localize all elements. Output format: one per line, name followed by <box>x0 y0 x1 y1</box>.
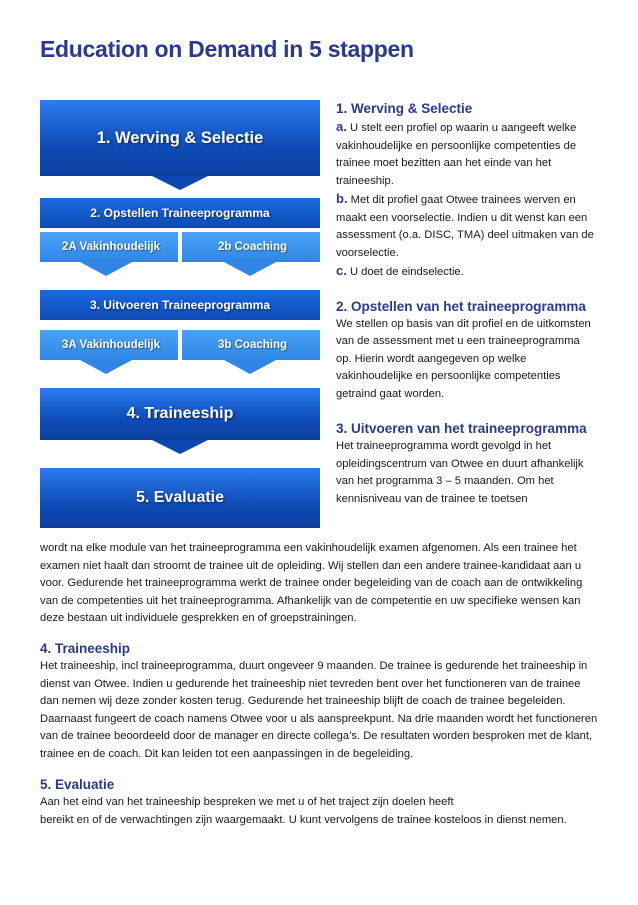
step-3-block <box>40 290 320 320</box>
page-title: Education on Demand in 5 stappen <box>40 36 414 62</box>
step-2b-label: 2b Coaching <box>218 241 288 253</box>
step-2-label: 2. Opstellen Traineeprogramma <box>90 206 270 220</box>
arrow-4-icon <box>152 440 208 454</box>
section-5-heading: 5. Evaluatie <box>40 777 115 792</box>
step-3b-label: 3b Coaching <box>218 339 288 351</box>
process-diagram <box>40 100 320 530</box>
arrow-3b-icon <box>224 360 276 374</box>
step-2a-block <box>40 232 178 262</box>
section-5 <box>40 776 600 829</box>
section-2-heading: 2. Opstellen van het traineeprogramma <box>336 298 586 314</box>
step-2-subrow <box>40 232 320 262</box>
item-a-text: U stelt een profiel op waarin u aangeeft welke vakinhoudelijke en persoonlijke competenties de trainee moet bezitten aan het einde van het traineeship. <box>336 122 577 187</box>
step-3a-block <box>40 330 178 360</box>
step-4-label: 4. Traineeship <box>126 405 234 422</box>
right-column <box>336 100 598 508</box>
section-1-item-b <box>336 190 598 262</box>
step-3-subrow <box>40 330 320 360</box>
arrow-3a-icon <box>80 360 132 374</box>
section-1-heading: 1. Werving & Selectie <box>336 101 473 116</box>
section-3-text: Het traineeprogramma wordt gevolgd in het opleidingscentrum van Otwee en duurt afhankelijk van het programma 3 – 5 maanden. Om het kennisniveau van de trainee te toetsen <box>336 440 584 505</box>
item-a-letter: a. <box>336 119 347 134</box>
step-3a-label: 3A Vakinhoudelijk <box>62 339 160 351</box>
section-3-continued: wordt na elke module van het traineeprogramma een vakinhoudelijk examen afgenomen. Als een trainee het examen niet haalt dan stroomt de trainee uit de opleiding. Wij stellen dan een andere trainee-kandidaat aan u voor. Gedurende het traineeprogramma werkt de trainee onder begeleiding van de coach aan de ontwikkeling van de competenties uit het traineeprogramma. Afhankelijk van de competentie en uw specifieke wensen kan deze bestaan uit individuele gesprekken en of groepstrainingen. <box>40 542 583 625</box>
step-5-block <box>40 468 320 528</box>
step-3-label: 3. Uitvoeren Traineeprogramma <box>89 298 271 312</box>
step-2-block <box>40 198 320 228</box>
step-2b-block <box>182 232 320 262</box>
section-4 <box>40 640 600 764</box>
arrow-2a-icon <box>80 262 132 276</box>
step-4-block <box>40 388 320 440</box>
section-4-heading: 4. Traineeship <box>40 641 131 656</box>
step-1-label: 1. Werving & Selectie <box>96 128 264 147</box>
section-1-item-c <box>336 262 598 282</box>
arrow-1-icon <box>152 176 208 190</box>
section-5-line-2: bereikt en of de verwachtingen zijn waargemaakt. U kunt vervolgens de trainee kosteloos in dienst nemen. <box>40 813 567 826</box>
step-2a-label: 2A Vakinhoudelijk <box>62 241 160 253</box>
item-b-text: Met dit profiel gaat Otwee trainees werven en maakt een voorselectie. Indien u dit wenst kan een assessment (o.a. DISC, TMA) deel uitmaken van de voorselectie. <box>336 194 594 259</box>
item-c-letter: c. <box>336 263 347 278</box>
item-b-letter: b. <box>336 191 348 206</box>
section-3-heading: 3. Uitvoeren van het traineeprogramma <box>336 421 587 436</box>
section-4-text: Het traineeship, incl traineeprogramma, duurt ongeveer 9 maanden. De trainee is gedurende het traineeship in dienst van Otwee. Indien u gedurende het traineeship niet tevreden bent over het functioneren van de trainee dan nemen wij deze zonder kosten terug. Gedurende het traineeship blijft de coach de trainee begeleiden. Daarnaast fungeert de coach namens Otwee voor u als aanspreekpunt. Na drie maanden wordt het functioneren van de trainee beoordeeld door de manager en directe collega’s. De resultaten worden besproken met de klant, trainee en de coach. Dit kan leiden tot een aanpassingen in de begeleiding. <box>40 660 598 760</box>
step-5-label: 5. Evaluatie <box>135 489 225 506</box>
step-1-block <box>40 100 320 176</box>
section-1-item-a <box>336 118 598 190</box>
arrow-2b-icon <box>224 262 276 276</box>
item-c-text: U doet de eindselectie. <box>349 266 464 278</box>
section-5-line-1: Aan het eind van het traineeship bespreken we met u of het traject zijn doelen heeft <box>40 796 454 808</box>
section-2-text: We stellen op basis van dit profiel en de uitkomsten van de assessment met u een traineeprogramma op. Hierin wordt aangegeven op welke vakinhoudelijke en persoonlijke competenties getraind gaat worden. <box>336 317 591 400</box>
step-3b-block <box>182 330 320 360</box>
